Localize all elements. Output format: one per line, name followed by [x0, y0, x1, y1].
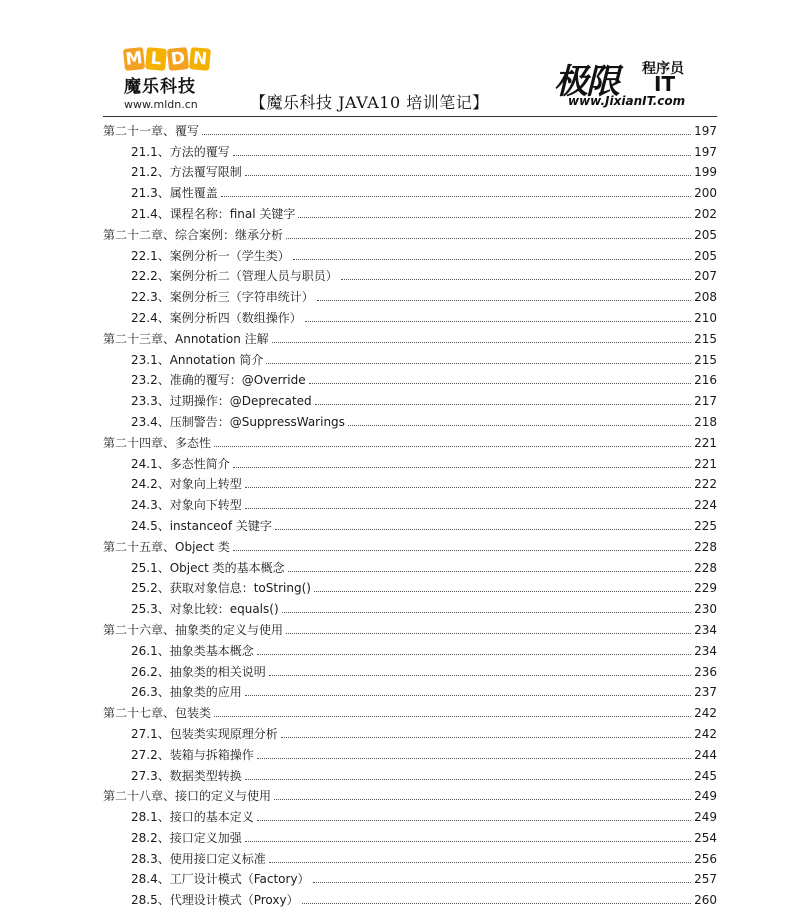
toc-leader-dots	[202, 133, 691, 135]
toc-entry-label: 21.2、方法覆写限制	[131, 165, 242, 180]
toc-page-number: 236	[694, 664, 717, 679]
toc-page-number: 202	[694, 206, 717, 221]
toc-page-number: 229	[694, 581, 717, 596]
logo-letter: L	[145, 47, 167, 71]
toc-page-number: 228	[694, 539, 717, 554]
toc-section-entry[interactable]	[103, 200, 717, 221]
toc-page-number: 197	[694, 123, 717, 138]
toc-entry-label: 27.2、装箱与拆箱操作	[131, 747, 254, 762]
toc-section-entry[interactable]	[103, 159, 717, 180]
toc-section-entry[interactable]	[103, 346, 717, 367]
toc-page-number: 228	[694, 560, 717, 575]
toc-leader-dots	[269, 861, 691, 863]
toc-entry-label: 25.3、对象比较：equals()	[131, 602, 279, 617]
toc-leader-dots	[214, 445, 691, 447]
toc-leader-dots	[298, 216, 691, 218]
toc-page-number: 225	[694, 518, 717, 533]
logo-company-name: 魔乐科技	[124, 77, 196, 97]
toc-page-number: 215	[694, 352, 717, 367]
toc-section-entry[interactable]	[103, 138, 717, 159]
toc-entry-label: 22.3、案例分析三（字符串统计）	[131, 290, 314, 305]
toc-entry-label: 28.3、使用接口定义标准	[131, 851, 266, 866]
toc-page-number: 254	[694, 830, 717, 845]
toc-page-number: 208	[694, 290, 717, 305]
toc-page-number: 257	[694, 872, 717, 887]
table-of-contents	[103, 117, 717, 907]
toc-leader-dots	[245, 507, 691, 509]
toc-section-entry[interactable]	[103, 408, 717, 429]
toc-section-entry[interactable]	[103, 367, 717, 388]
toc-leader-dots	[233, 154, 691, 156]
toc-leader-dots	[245, 174, 691, 176]
toc-entry-label: 28.5、代理设计模式（Proxy）	[131, 893, 299, 907]
toc-leader-dots	[266, 362, 691, 364]
toc-page-number: 244	[694, 747, 717, 762]
toc-page-number: 260	[694, 893, 717, 907]
jixian-logo-it: IT	[654, 72, 676, 96]
toc-leader-dots	[341, 278, 691, 280]
toc-leader-dots	[245, 694, 691, 696]
toc-section-entry[interactable]	[103, 179, 717, 200]
toc-leader-dots	[214, 715, 691, 717]
toc-entry-label: 21.1、方法的覆写	[131, 144, 230, 159]
toc-entry-label: 第二十一章、覆写	[103, 123, 200, 138]
toc-leader-dots	[274, 798, 691, 800]
toc-leader-dots	[309, 382, 691, 384]
toc-page-number: 199	[694, 165, 717, 180]
toc-section-entry[interactable]	[103, 512, 717, 533]
toc-section-entry[interactable]	[103, 595, 717, 616]
toc-section-entry[interactable]	[103, 637, 717, 658]
toc-leader-dots	[317, 299, 691, 301]
toc-leader-dots	[269, 674, 691, 676]
toc-leader-dots	[293, 258, 691, 260]
jixian-logo	[554, 54, 704, 114]
toc-page-number: 197	[694, 144, 717, 159]
toc-leader-dots	[257, 757, 691, 759]
toc-chapter-entry[interactable]	[103, 533, 717, 554]
toc-entry-label: 22.4、案例分析四（数组操作）	[131, 310, 302, 325]
toc-section-entry[interactable]	[103, 658, 717, 679]
toc-section-entry[interactable]	[103, 762, 717, 783]
toc-page-number: 210	[694, 310, 717, 325]
toc-leader-dots	[313, 881, 692, 883]
toc-chapter-entry[interactable]	[103, 221, 717, 242]
toc-page-number: 230	[694, 602, 717, 617]
logo-letter: M	[124, 48, 144, 70]
toc-entry-label: 25.2、获取对象信息：toString()	[131, 581, 311, 596]
toc-chapter-entry[interactable]	[103, 325, 717, 346]
toc-page-number: 221	[694, 435, 717, 450]
toc-leader-dots	[245, 778, 691, 780]
toc-section-entry[interactable]	[103, 387, 717, 408]
toc-entry-label: 22.1、案例分析一（学生类）	[131, 248, 290, 263]
toc-leader-dots	[233, 549, 691, 551]
toc-page-number: 249	[694, 810, 717, 825]
toc-leader-dots	[221, 195, 691, 197]
page-header	[0, 0, 794, 120]
toc-page-number: 256	[694, 851, 717, 866]
toc-leader-dots	[233, 466, 691, 468]
toc-leader-dots	[281, 736, 691, 738]
toc-leader-dots	[245, 486, 691, 488]
toc-page-number: 216	[694, 373, 717, 388]
toc-page-number: 207	[694, 269, 717, 284]
document-title: 【魔乐科技 JAVA10 培训笔记】	[250, 93, 489, 112]
toc-section-entry[interactable]	[103, 679, 717, 700]
toc-section-entry[interactable]	[103, 803, 717, 824]
toc-section-entry[interactable]	[103, 242, 717, 263]
toc-page-number: 205	[694, 227, 717, 242]
toc-page-number: 217	[694, 394, 717, 409]
toc-page-number: 215	[694, 331, 717, 346]
toc-page-number: 245	[694, 768, 717, 783]
toc-leader-dots	[245, 840, 691, 842]
jixian-logo-subtext: 程序员	[642, 61, 684, 77]
toc-page-number: 218	[694, 414, 717, 429]
toc-entry-label: 25.1、Object 类的基本概念	[131, 560, 285, 575]
toc-chapter-entry[interactable]	[103, 429, 717, 450]
mldn-logo-letters	[124, 48, 218, 70]
toc-section-entry[interactable]	[103, 575, 717, 596]
logo-letter: D	[167, 47, 189, 71]
toc-page-number: 249	[694, 789, 717, 804]
toc-section-entry[interactable]	[103, 471, 717, 492]
toc-entry-label: 24.3、对象向下转型	[131, 498, 242, 513]
toc-chapter-entry[interactable]	[103, 616, 717, 637]
toc-entry-label: 28.4、工厂设计模式（Factory）	[131, 872, 310, 887]
toc-entry-label: 24.1、多态性简介	[131, 456, 230, 471]
toc-section-entry[interactable]	[103, 283, 717, 304]
toc-section-entry[interactable]	[103, 491, 717, 512]
toc-leader-dots	[257, 819, 691, 821]
toc-entry-label: 28.2、接口定义加强	[131, 830, 242, 845]
toc-page-number: 205	[694, 248, 717, 263]
toc-page-number: 222	[694, 477, 717, 492]
toc-leader-dots	[282, 611, 691, 613]
toc-entry-label: 26.3、抽象类的应用	[131, 685, 242, 700]
toc-entry-label: 27.3、数据类型转换	[131, 768, 242, 783]
toc-entry-label: 21.4、课程名称：final 关键字	[131, 206, 296, 221]
toc-section-entry[interactable]	[103, 845, 717, 866]
toc-leader-dots	[286, 237, 691, 239]
toc-entry-label: 26.2、抽象类的相关说明	[131, 664, 266, 679]
toc-leader-dots	[315, 403, 691, 405]
toc-section-entry[interactable]	[103, 450, 717, 471]
toc-entry-label: 27.1、包装类实现原理分析	[131, 726, 278, 741]
toc-section-entry[interactable]	[103, 741, 717, 762]
toc-section-entry[interactable]	[103, 720, 717, 741]
toc-leader-dots	[314, 590, 691, 592]
toc-chapter-entry[interactable]	[103, 117, 717, 138]
toc-page-number: 237	[694, 685, 717, 700]
toc-chapter-entry[interactable]	[103, 783, 717, 804]
toc-entry-label: 23.4、压制警告：@SuppressWarings	[131, 414, 345, 429]
toc-entry-label: 第二十八章、接口的定义与使用	[103, 789, 272, 804]
toc-page-number: 242	[694, 726, 717, 741]
mldn-logo	[124, 48, 218, 111]
toc-leader-dots	[305, 320, 691, 322]
toc-leader-dots	[288, 570, 691, 572]
toc-entry-label: 第二十二章、综合案例：继承分析	[103, 227, 284, 242]
toc-entry-label: 23.3、过期操作：@Deprecated	[131, 394, 312, 409]
toc-entry-label: 23.2、准确的覆写：@Override	[131, 373, 306, 388]
toc-page-number: 200	[694, 186, 717, 201]
toc-section-entry[interactable]	[103, 554, 717, 575]
jixian-logo-text: 极限	[554, 62, 618, 102]
toc-entry-label: 24.5、instanceof 关键字	[131, 518, 272, 533]
toc-page-number: 242	[694, 706, 717, 721]
toc-entry-label: 21.3、属性覆盖	[131, 186, 218, 201]
toc-page-number: 224	[694, 498, 717, 513]
logo-url: www.mldn.cn	[124, 98, 198, 111]
toc-entry-label: 第二十四章、多态性	[103, 435, 212, 450]
toc-leader-dots	[272, 341, 691, 343]
toc-section-entry[interactable]	[103, 304, 717, 325]
toc-leader-dots	[286, 632, 691, 634]
toc-entry-label: 第二十五章、Object 类	[103, 539, 230, 554]
toc-entry-label: 23.1、Annotation 简介	[131, 352, 264, 367]
toc-page-number: 221	[694, 456, 717, 471]
toc-entry-label: 28.1、接口的基本定义	[131, 810, 254, 825]
toc-section-entry[interactable]	[103, 866, 717, 887]
toc-section-entry[interactable]	[103, 263, 717, 284]
toc-entry-label: 26.1、抽象类基本概念	[131, 643, 254, 658]
toc-entry-label: 第二十三章、Annotation 注解	[103, 331, 269, 346]
toc-chapter-entry[interactable]	[103, 699, 717, 720]
toc-entry-label: 第二十六章、抽象类的定义与使用	[103, 622, 284, 637]
toc-section-entry[interactable]	[103, 824, 717, 845]
toc-leader-dots	[348, 424, 691, 426]
toc-leader-dots	[275, 528, 691, 530]
toc-entry-label: 22.2、案例分析二（管理人员与职员）	[131, 269, 338, 284]
toc-entry-label: 第二十七章、包装类	[103, 706, 212, 721]
logo-letter: N	[189, 47, 211, 71]
toc-leader-dots	[257, 653, 691, 655]
toc-page-number: 234	[694, 622, 717, 637]
jixian-logo-url: www.JixianIT.com	[568, 94, 686, 108]
toc-entry-label: 24.2、对象向上转型	[131, 477, 242, 492]
toc-page-number: 234	[694, 643, 717, 658]
